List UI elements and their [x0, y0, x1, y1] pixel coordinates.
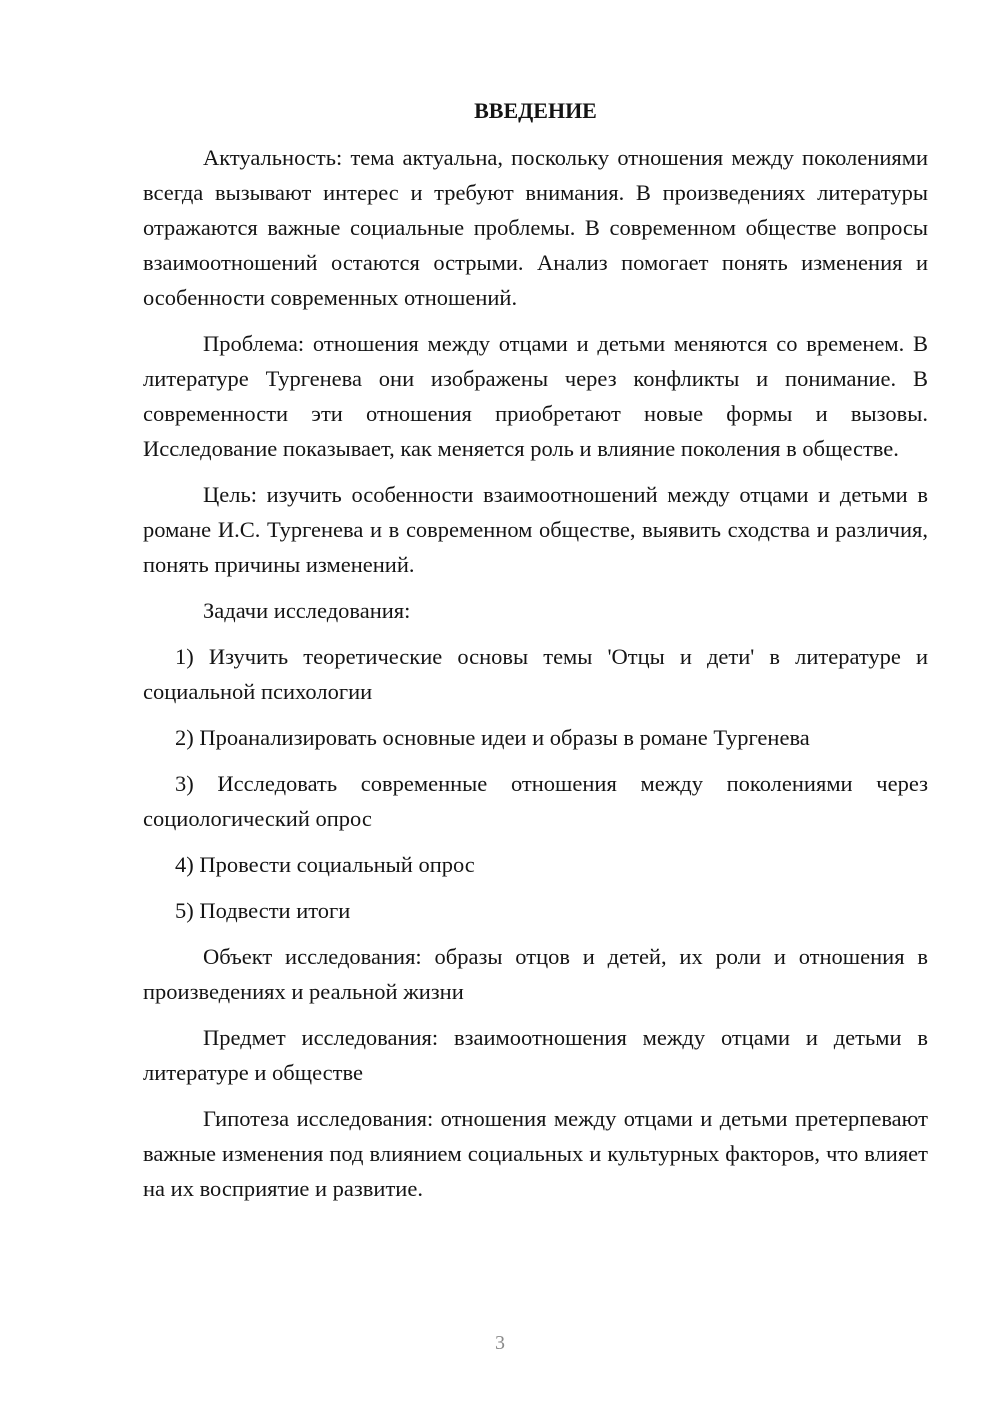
- page-title: ВВЕДЕНИЕ: [474, 98, 597, 123]
- task-item-4: 4) Провести социальный опрос: [175, 852, 475, 877]
- tasks-heading: Задачи исследования:: [203, 598, 411, 623]
- paragraph-subject: Предмет исследования: взаимоотношения между отцами и детьми в литературе и обществе: [143, 1025, 928, 1085]
- task-item-2: 2) Проанализировать основные идеи и образы в романе Тургенева: [175, 725, 810, 750]
- task-item-5: 5) Подвести итоги: [175, 898, 351, 923]
- paragraph-relevance: Актуальность: тема актуальна, поскольку отношения между поколениями всегда вызывают интерес и требуют внимания. В произведениях литературы отражаются важные социальные проблемы. В современном обществе вопросы взаимоотношений остаются острыми. Анализ помогает понять изменения и особенности современных отношений.: [143, 145, 928, 310]
- paragraph-object: Объект исследования: образы отцов и детей, их роли и отношения в произведениях и реальной жизни: [143, 944, 928, 1004]
- task-item-1: 1) Изучить теоретические основы темы 'Отцы и дети' в литературе и социальной психологии: [143, 644, 928, 704]
- task-item-3: 3) Исследовать современные отношения между поколениями через социологический опрос: [143, 771, 928, 831]
- document-body: [143, 140, 928, 1217]
- paragraph-goal: Цель: изучить особенности взаимоотношений между отцами и детьми в романе И.С. Тургенева и в современном обществе, выявить сходства и различия, понять причины изменений.: [143, 482, 928, 577]
- paragraph-hypothesis: Гипотеза исследования: отношения между отцами и детьми претерпевают важные изменения под влиянием социальных и культурных факторов, что влияет на их восприятие и развитие.: [143, 1106, 928, 1201]
- paragraph-problem: Проблема: отношения между отцами и детьми меняются со временем. В литературе Тургенева они изображены через конфликты и понимание. В современности эти отношения приобретают новые формы и вызовы. Исследование показывает, как меняется роль и влияние поколения в обществе.: [143, 331, 928, 461]
- page-number: 3: [495, 1332, 505, 1354]
